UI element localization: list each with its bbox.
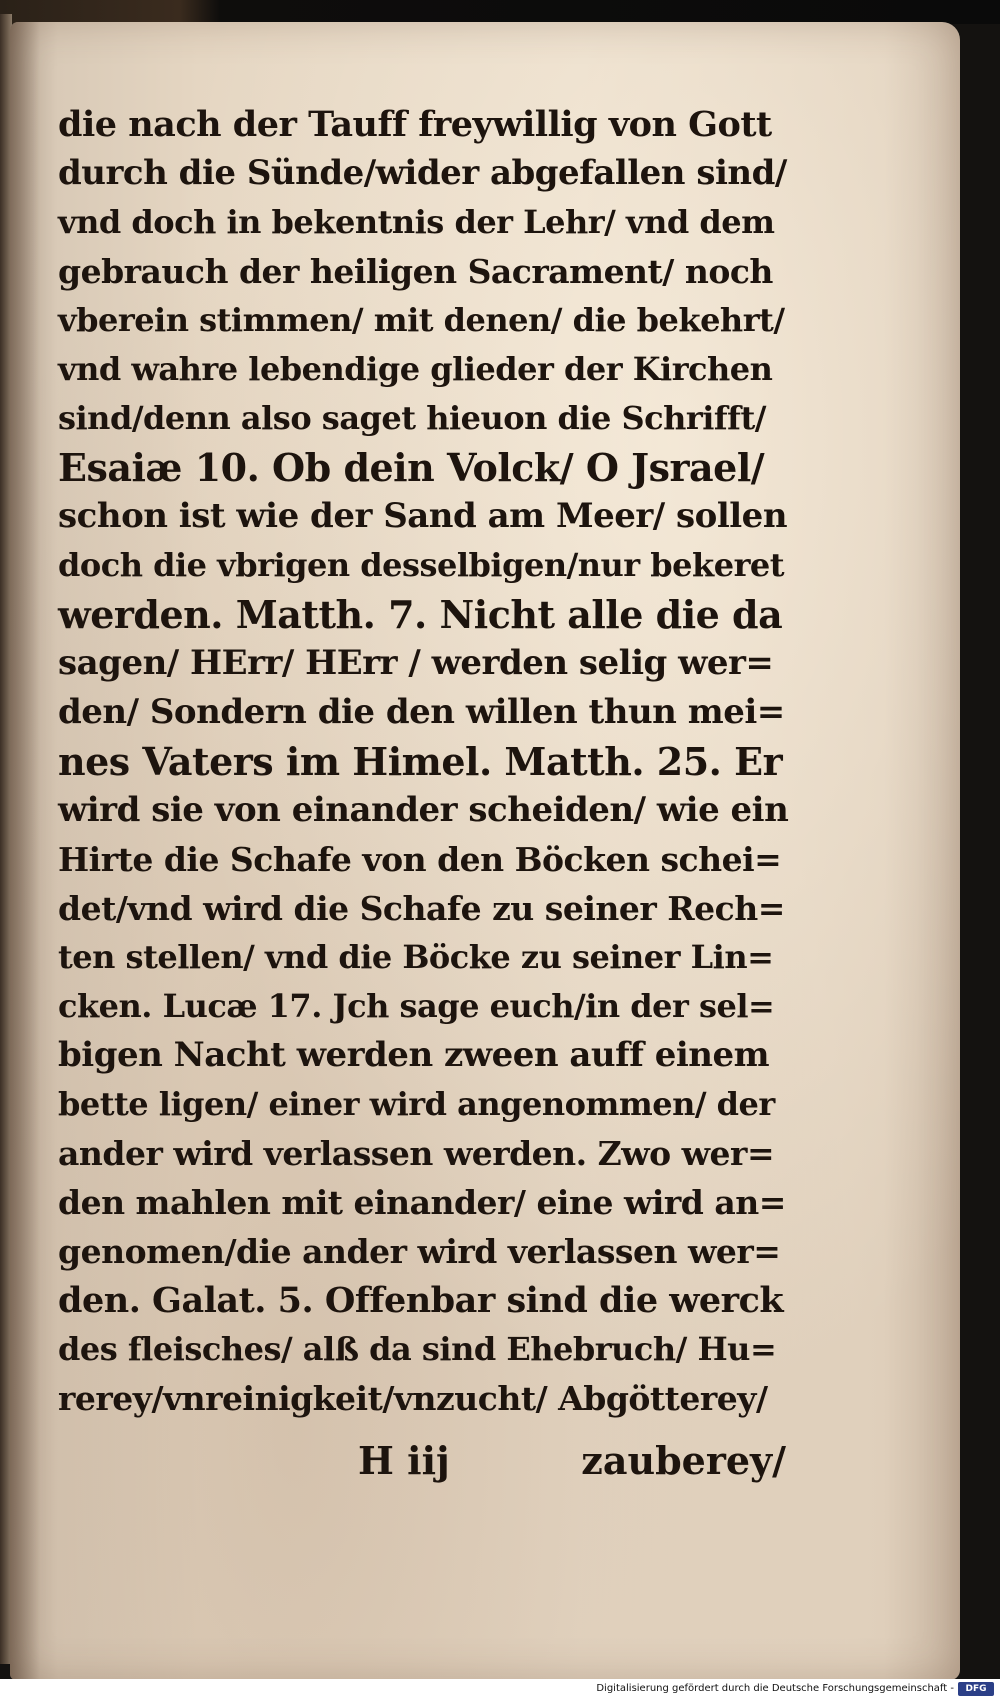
spine-shadow: [10, 22, 40, 1680]
funding-credit: Digitalisierung gefördert durch die Deutsche Forschungsgemeinschaft -: [596, 1683, 954, 1694]
text-line: nes Vaters im Himel. Matth. 25. Er: [58, 739, 783, 784]
text-line: schon ist wie der Sand am Meer/ sollen: [58, 496, 788, 536]
book-page: [10, 22, 960, 1680]
signature-mark: H iij: [358, 1438, 450, 1483]
dfg-logo: DFG: [958, 1682, 994, 1696]
text-line: werden. Matth. 7. Nicht alle die da: [58, 592, 783, 637]
text-line: sind/denn also saget hieuon die Schrifft/: [58, 399, 766, 437]
text-line: det/vnd wird die Schafe zu seiner Rech=: [58, 889, 785, 928]
text-line: vnd wahre lebendige glieder der Kirchen: [58, 350, 773, 388]
credit-bar: [0, 1679, 1000, 1699]
text-line: Esaiæ 10. Ob dein Volck/ O Jsrael/: [58, 445, 765, 490]
text-line: genomen/die ander wird verlassen wer=: [58, 1232, 781, 1271]
text-line: die nach der Tauff freywillig von Gott: [58, 104, 772, 145]
catchword: zauberey/: [581, 1438, 786, 1483]
text-line: rerey/vnreinigkeit/vnzucht/ Abgötterey/: [58, 1379, 768, 1418]
text-line: den/ Sondern die den willen thun mei=: [58, 692, 785, 732]
text-line: wird sie von einander scheiden/ wie ein: [58, 790, 789, 830]
text-line: vnd doch in bekentnis der Lehr/ vnd dem: [58, 203, 775, 241]
text-line: des fleisches/ alß da sind Ehebruch/ Hu=: [58, 1330, 777, 1368]
text-line: bette ligen/ einer wird angenommen/ der: [58, 1085, 775, 1123]
text-line: cken. Lucæ 17. Jch sage euch/in der sel=: [58, 987, 775, 1025]
text-line: sagen/ HErr/ HErr / werden selig wer=: [58, 643, 774, 683]
text-line: vberein stimmen/ mit denen/ die bekehrt/: [58, 301, 785, 339]
scan-top-edge: [0, 0, 1000, 24]
text-line: den mahlen mit einander/ eine wird an=: [58, 1183, 786, 1222]
text-line: bigen Nacht werden zween auff einem: [58, 1035, 770, 1075]
text-line: durch die Sünde/wider abgefallen sind/: [58, 153, 787, 193]
text-line: ten stellen/ vnd die Böcke zu seiner Lin=: [58, 938, 774, 976]
text-line: den. Galat. 5. Offenbar sind die werck: [58, 1280, 784, 1321]
text-line: Hirte die Schafe von den Böcken schei=: [58, 840, 782, 879]
page-footer-line: [58, 1436, 788, 1486]
text-line: doch die vbrigen desselbigen/nur bekeret: [58, 546, 785, 584]
text-line: gebrauch der heiligen Sacrament/ noch: [58, 252, 773, 291]
page-text-block: [58, 100, 788, 1423]
text-line: ander wird verlassen werden. Zwo wer=: [58, 1134, 775, 1173]
